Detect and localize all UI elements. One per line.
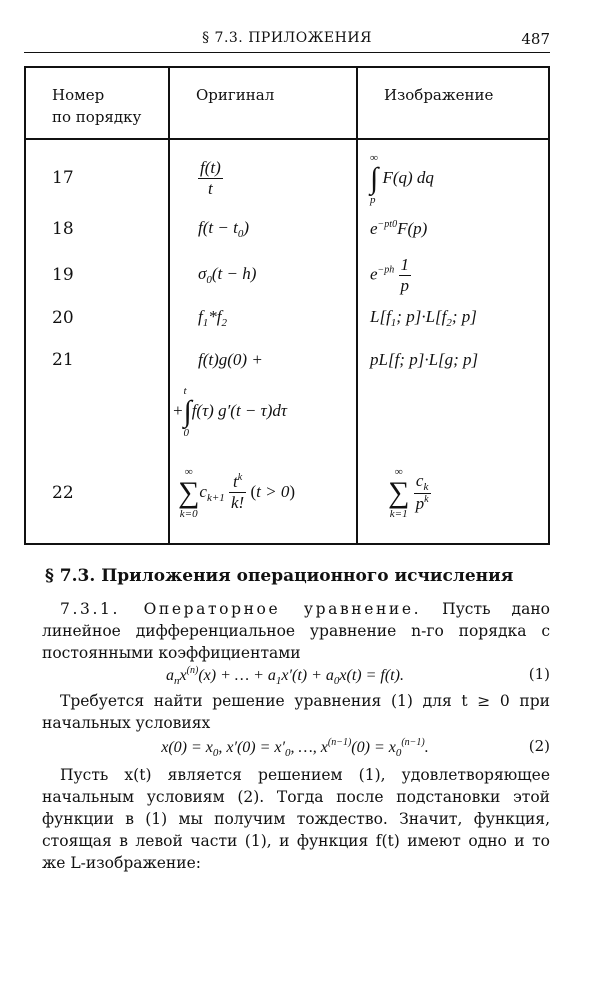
table-row bbox=[25, 206, 549, 252]
header-rule bbox=[24, 52, 550, 53]
equation-1-body: $a_nx^{(n)}(x)$ + … + $a_1x'(t) + a_0x(t) = f(t)$. bbox=[166, 665, 404, 687]
row-number: 21 bbox=[25, 338, 169, 382]
empty-cell bbox=[25, 382, 169, 442]
row-number: 18 bbox=[25, 206, 169, 252]
subsection-heading: 7.3.1. Операторное уравнение. bbox=[60, 600, 422, 618]
image-formula: $e^{-ph}$ $\frac{1}{p}$ bbox=[357, 252, 549, 298]
original-formula: f(t)g(0) + bbox=[169, 338, 357, 382]
paragraph-solution: Пусть x(t) является решением (1), удовлетворяющее начальным условиям (2). Тогда после подстановки этой функции в (1) мы получим тождество. Значит, функция, стоящая в левой части (1), и функция f(t) имеют одно и то же L-изображение: bbox=[42, 766, 550, 872]
paragraph-operator-equation bbox=[42, 598, 550, 664]
running-head bbox=[24, 30, 550, 52]
equation-1-number: (1) bbox=[528, 665, 550, 683]
row-number: 17 bbox=[25, 139, 169, 206]
row-number: 22 bbox=[25, 442, 169, 544]
paragraph-initial-conditions: Требуется найти решение уравнения (1) для t ≥ 0 при начальных условиях bbox=[42, 692, 550, 732]
original-formula: ∞ ∑ k=0 $c_{k+1}$ $\frac{t^k}{k!}$ (t > 0) bbox=[169, 442, 357, 544]
image-formula: $L[f_1$; $p]\cdot L[f_2$; p] bbox=[357, 298, 549, 338]
column-header-number bbox=[25, 67, 169, 139]
column-header-number-line2: по порядку bbox=[52, 108, 142, 126]
page-number: 487 bbox=[521, 30, 550, 48]
original-formula: $f_1*f_2$ bbox=[169, 298, 357, 338]
table-row bbox=[25, 139, 549, 206]
column-header-original: Оригинал bbox=[169, 67, 357, 139]
running-title: § 7.3. ПРИЛОЖЕНИЯ bbox=[202, 30, 372, 46]
equation-2-number: (2) bbox=[528, 737, 550, 755]
table-row-continuation bbox=[25, 382, 549, 442]
image-formula: ∞ ∫ p F(q) dq bbox=[357, 139, 549, 206]
section-heading: § 7.3. Приложения операционного исчисления bbox=[45, 566, 514, 586]
paragraph-text: Пусть дано линейное дифференциальное уравнение n-го порядка с постоянными коэффициентами bbox=[42, 600, 550, 662]
row-number: 20 bbox=[25, 298, 169, 338]
table-row bbox=[25, 442, 549, 544]
equation-2-body: $x(0) = x_0$, $x'(0) = x'_0$, …, $x^{(n-1)}(0) = x_0^{(n-1)}$. bbox=[161, 737, 429, 759]
equation-2 bbox=[60, 737, 550, 761]
table-row bbox=[25, 252, 549, 298]
original-formula: $\frac{f(t)}{t}$ bbox=[169, 139, 357, 206]
image-formula: $e^{-pt0}F(p)$ bbox=[357, 206, 549, 252]
equation-1 bbox=[60, 665, 550, 689]
laplace-transform-table bbox=[24, 66, 550, 545]
table-row bbox=[25, 338, 549, 382]
original-formula-continued: + t ∫ 0 f(τ) g′(t − τ)dτ bbox=[169, 382, 357, 442]
original-formula: $\sigma_0(t - h)$ bbox=[169, 252, 357, 298]
original-formula: $f(t - t_0)$ bbox=[169, 206, 357, 252]
image-formula: ∞ ∑ k=1 $\frac{c_k}{p^k}$ bbox=[357, 442, 549, 544]
column-header-image: Изображение bbox=[357, 67, 549, 139]
row-number: 19 bbox=[25, 252, 169, 298]
empty-cell bbox=[357, 382, 549, 442]
column-header-number-line1: Номер bbox=[52, 86, 105, 104]
image-formula: pL[f; p]·L[g; p] bbox=[357, 338, 549, 382]
table-row bbox=[25, 298, 549, 338]
table-header-row bbox=[25, 67, 549, 139]
